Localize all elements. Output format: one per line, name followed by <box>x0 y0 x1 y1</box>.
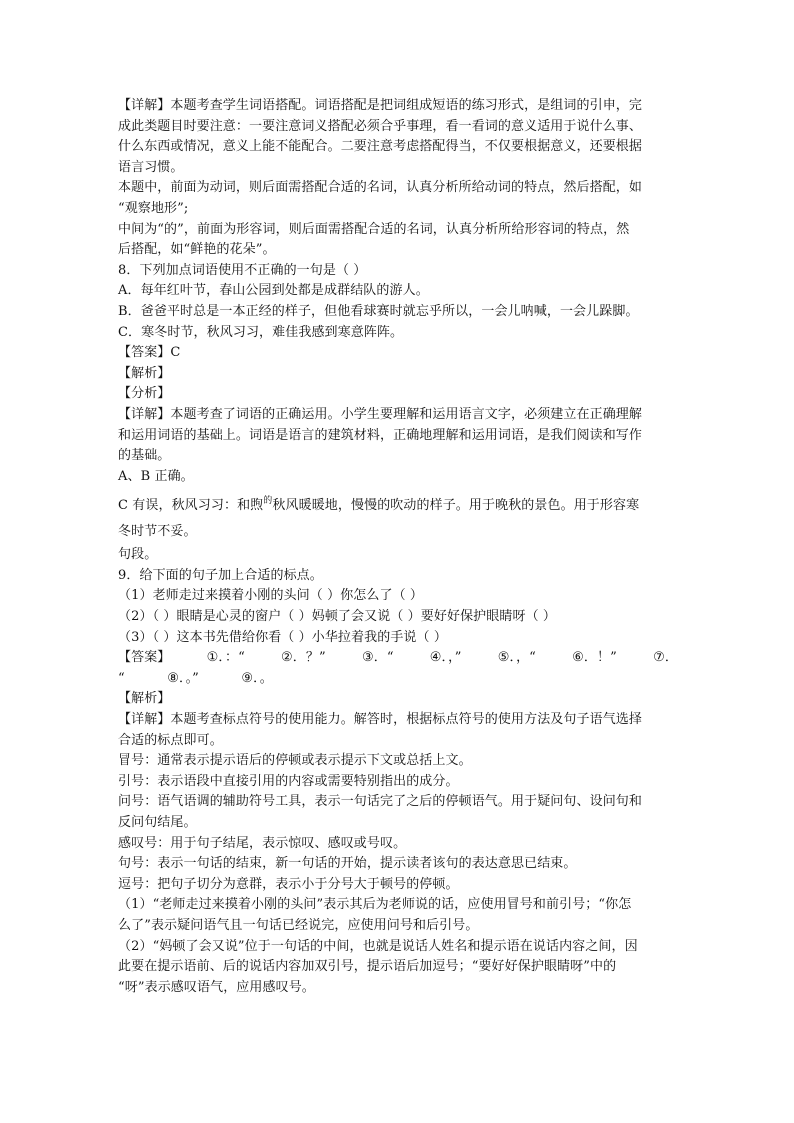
text-line: 此要在提示语前、后的说话内容加双引号，提示语后加逗号；“要好好保护眼睛呀”中的 <box>118 959 617 975</box>
text-line: 【详解】本题考查标点符号的使用能力。解答时，根据标点符号的使用方法及句子语气选择 <box>118 712 643 728</box>
answer-item: “ <box>118 670 125 686</box>
answer-label: 【答案】 <box>118 650 171 666</box>
answer-item: ⑦． <box>653 650 678 666</box>
answer-item: ①．：“ <box>206 650 245 666</box>
question-8-option-a: A．每年红叶节，春山公园到处都是成群结队的游人。 <box>118 283 429 299</box>
text-line-c: C 有误，秋风习习：和煦$^的$秋风暖暖地，慢慢的吹动的样子。用于晚秋的景色。用于形容寒 <box>118 496 640 514</box>
text-line: 【详解】本题考查学生词语搭配。词语搭配是把词组成短语的练习形式，是组词的引申，完 <box>118 98 643 113</box>
analysis-label: 【解析】 <box>118 365 171 381</box>
text-line: 后搭配，如“鲜艳的花朵”。 <box>118 242 276 258</box>
text-line: （2）“妈顿了会又说”位于一句话的中间，也就是说话人姓名和提示语在说话内容之间，因 <box>118 938 638 954</box>
answer-item: ③．“ <box>361 650 394 666</box>
answer-item: ②．？” <box>281 650 326 666</box>
answer-item: ⑧．。” <box>167 670 199 686</box>
text-line: 逗号：把句子切分为意群，表示小于分号大于顿号的停顿。 <box>118 876 459 892</box>
question-9-item-2: （2）（ ）眼睛是心灵的窗户（ ）妈顿了会又说（ ）要好好保护眼睛呀（ ） <box>118 609 557 625</box>
question-8-title: 8．下列加点词语使用不正确的一句是（ ） <box>118 262 367 278</box>
answer-row-2 <box>118 669 678 690</box>
text-line: （1）“老师走过来摸着小刚的头问”表示其后为老师说的话，应使用冒号和前引号；“你怎 <box>118 897 632 913</box>
text-line: 引号：表示语段中直接引用的内容或需要特别指出的成分。 <box>118 773 459 789</box>
text-line: 么了”表示疑问语气且一句话已经说完，应使用问号和后引号。 <box>118 917 479 933</box>
question-8-option-c: C．寒冬时节，秋风习习，难佳我感到寒意阵阵。 <box>118 324 404 340</box>
answer-item: ④．，” <box>429 650 462 666</box>
text-line: 语言习惯。 <box>118 159 184 175</box>
question-8-option-b: B．爸爸平时总是一本正经的样子，但他看球赛时就忘乎所以，一会儿呐喊，一会儿跺脚。 <box>118 303 639 319</box>
text-line: “观察地形”; <box>118 200 189 216</box>
text-line: 的基础。 <box>118 448 171 464</box>
text-line: “呀”表示感叹语气，应用感叹号。 <box>118 979 315 995</box>
question-9-item-3: （3）（ ）这本书先借给你看（ ）小华拉着我的手说（ ） <box>118 629 447 645</box>
text-line: 成此类题目时要注意：一要注意词义搭配必须合乎事理，看一看词的意义适用于说什么事、 <box>118 118 643 134</box>
text-line: 本题中，前面为动词，则后面需搭配合适的名词，认真分析所给动词的特点，然后搭配，如 <box>118 180 643 196</box>
answer-label: 【答案】C <box>118 345 181 361</box>
text-line: 问号：语气语调的辅助符号工具，表示一句话完了之后的停顿语气。用于疑问句、设问句和 <box>118 794 643 810</box>
superscript-char: 的 <box>263 496 273 507</box>
text-line: 感叹号：用于句子结尾，表示惊叹、感叹或号叹。 <box>118 835 407 851</box>
text-line: 冬时节不妥。 <box>118 524 197 540</box>
text-line: A、B 正确。 <box>118 468 194 484</box>
text-line: 句段。 <box>118 547 158 563</box>
answer-item: ⑤．，“ <box>497 650 536 666</box>
text-line: 句号：表示一句话的结束，新一句话的开始，提示读者该句的表达意思已结束。 <box>118 856 577 872</box>
document-body <box>118 96 678 998</box>
answer-item: ⑨．。 <box>241 670 273 686</box>
text-line: 和运用词语的基础上。词语是语言的建筑材料，正确地理解和运用词语，是我们阅读和写作 <box>118 427 643 443</box>
analysis-sub-label: 【分析】 <box>118 386 171 402</box>
text-line: 中间为“的”，前面为形容词，则后面需搭配合适的名词，认真分析所给形容词的特点，然 <box>118 221 630 237</box>
question-9-item-1: （1）老师走过来摸着小刚的头问（ ）你怎么了（ ） <box>118 588 424 604</box>
text-line: 【详解】本题考查了词语的正确运用。小学生要理解和运用语言文字，必须建立在正确理解 <box>118 406 643 422</box>
question-9-title: 9．给下面的句子加上合适的标点。 <box>118 567 323 583</box>
answer-row-1 <box>118 648 678 669</box>
text-line: 冒号：通常表示提示语后的停顿或表示提示下文或总括上文。 <box>118 753 472 769</box>
text-line: 反问句结尾。 <box>118 815 197 830</box>
text-line: 什么东西或情况，意义上能不能配合。二要注意考虑搭配得当，不仅要根据意义，还要根据 <box>118 139 643 155</box>
analysis-label: 【解析】 <box>118 691 171 707</box>
text-line: 合适的标点即可。 <box>118 732 223 748</box>
answer-item: ⑥．！” <box>572 650 617 666</box>
